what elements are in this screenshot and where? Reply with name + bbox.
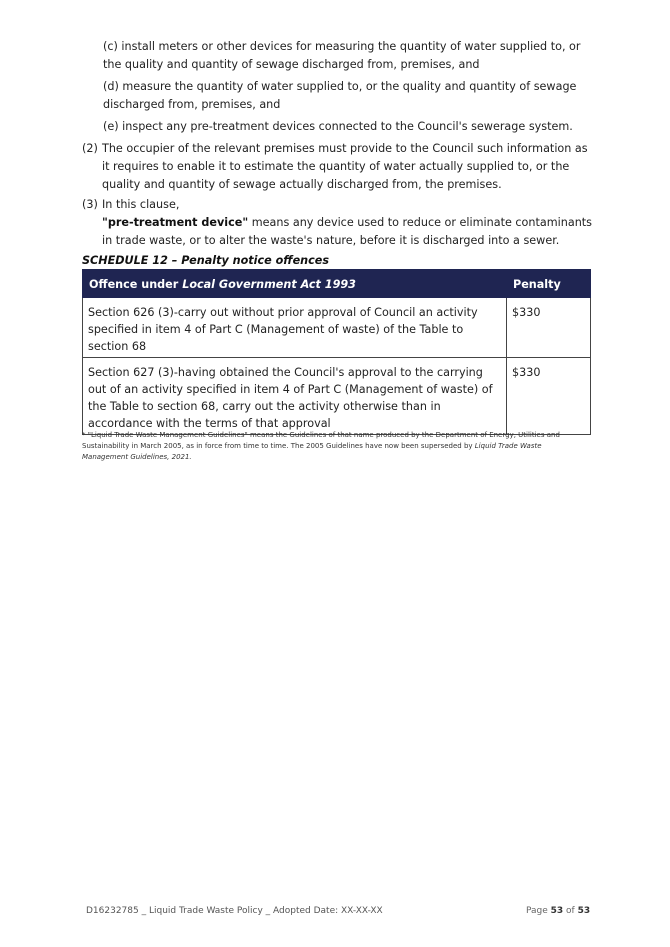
clause-2-number: (2) [82,142,98,155]
penalty-table [82,269,591,435]
header-offence-prefix: Offence under [89,278,183,291]
page-total: 53 [577,906,591,916]
page-current: 53 [550,906,564,916]
clause-3-body [102,196,592,250]
table-header-row [83,270,591,298]
item-c: (c) install meters or other devices for measuring the quantity of water supplied to, or the quality and quantity of sewage discharged from, premises, and [103,40,581,71]
defined-term: "pre-treatment device" [102,216,249,229]
offence-cell: Section 626 (3)-carry out without prior approval of Council an activity specified in item 4 of Part C (Management of waste) of the Table to section 68 [83,298,507,358]
footnote [82,430,582,463]
table-row [83,298,591,358]
table-row [83,358,591,435]
header-offence [83,270,507,298]
page-prefix: Page [526,906,551,916]
penalty-cell: $330 [507,298,591,358]
clause-3-definition [102,214,592,250]
definition-text: means any device used to reduce or eliminate contaminants in trade waste, or to alter the waste's nature, before it is discharged into a sewer. [102,216,592,247]
item-d: (d) measure the quantity of water supplied to, or the quality and quantity of sewage discharged from, premises, and [103,80,577,111]
penalty-cell: $330 [507,358,591,435]
footnote-italic: Liquid Trade Waste Management Guidelines, 2021. [82,442,542,461]
schedule-heading: SCHEDULE 12 – Penalty notice offences [82,254,330,267]
footer-page-number [526,906,590,916]
header-penalty: Penalty [507,270,591,298]
clause-3-number: (3) [82,198,98,211]
clause-2-text: The occupier of the relevant premises must provide to the Council such information as it requires to enable it to estimate the quantity of water actually supplied to, or the quality and quantity of sewage actually discharged from, the premises. [102,142,588,191]
header-offence-act: Local Government Act 1993 [182,278,356,291]
page-of: of [563,906,578,916]
footnote-text: * "Liquid Trade Waste Management Guidelines" means the Guidelines of that name produced by the Department of Energy, Utilities and Sustainability in March 2005, as in force from time to time. The 2005 Guidelines have now been superseded by [82,431,560,450]
clause-3-intro: In this clause, [102,198,180,211]
footer-document-id: D16232785 _ Liquid Trade Waste Policy _ Adopted Date: XX-XX-XX [86,906,383,916]
item-e: (e) inspect any pre-treatment devices connected to the Council's sewerage system. [103,120,573,133]
offence-cell: Section 627 (3)-having obtained the Council's approval to the carrying out of an activity specified in item 4 of Part C (Management of waste) of the Table to section 68, carry out the activity otherwise than in accordance with the terms of that approval [83,358,507,435]
